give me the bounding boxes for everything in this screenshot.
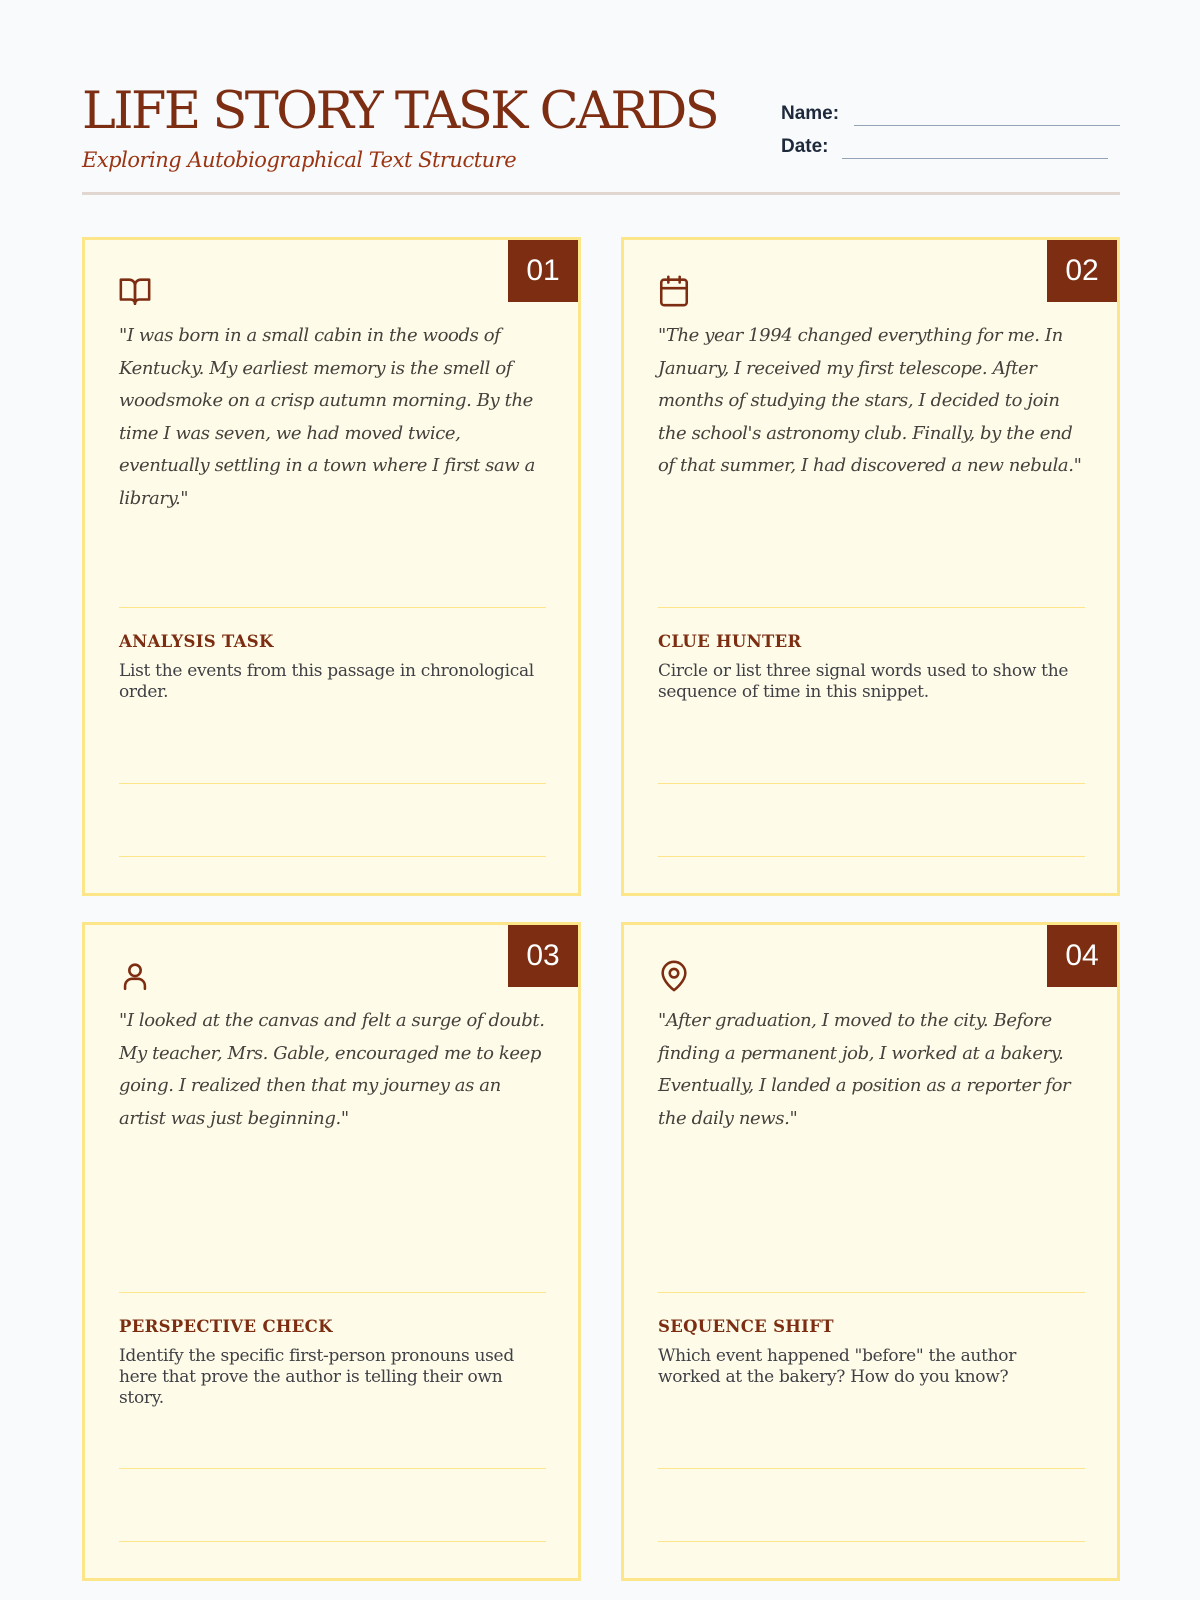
card-quote: "I looked at the canvas and felt a surge of doubt. My teacher, Mrs. Gable, encouraged me to keep going. I realized then that my journey as an artist was just beginning." [119,1010,545,1129]
task-label: CLUE HUNTER [658,632,802,651]
task-label: PERSPECTIVE CHECK [119,1317,333,1336]
page-subtitle: Exploring Autobiographical Text Structure [82,148,517,172]
answer-line[interactable] [119,783,546,784]
answer-line[interactable] [119,1541,546,1542]
answer-line[interactable] [119,1468,546,1469]
card-quote: "After graduation, I moved to the city. Before finding a permanent job, I worked at a bakery. Eventually, I landed a position as a reporter for the daily news." [658,1010,1071,1129]
answer-line[interactable] [658,783,1085,784]
task-card-01 [82,237,581,896]
date-field[interactable] [842,158,1108,159]
calendar-icon [657,274,691,308]
page-title: LIFE STORY TASK CARDS [82,82,718,141]
book-open-icon [118,274,152,308]
card-number-badge: 01 [508,240,578,302]
card-quote: "The year 1994 changed everything for me. In January, I received my first telescope. After months of studying the stars, I decided to join the school's astronomy club. Finally, by the end of that summer, I had discovered a new nebula." [658,325,1082,476]
task-card-02 [621,237,1120,896]
worksheet-header [82,80,1120,196]
card-number-badge: 04 [1047,925,1117,987]
task-card-03 [82,922,581,1581]
name-field[interactable] [854,125,1120,126]
worksheet-page [82,0,1120,1600]
task-card-04 [621,922,1120,1581]
answer-line[interactable] [658,856,1085,857]
user-icon [118,959,152,993]
date-label: Date: [781,136,829,157]
header-divider [82,192,1120,195]
task-instructions: Which event happened "before" the author worked at the bakery? How do you know? [658,1346,1017,1387]
card-quote: "I was born in a small cabin in the woods of Kentucky. My earliest memory is the smell of woodsmoke on a crisp autumn morning. By the time I was seven, we had moved twice, eventually settling in a town where I first saw a library." [119,325,535,509]
card-number-badge: 03 [508,925,578,987]
answer-line[interactable] [119,856,546,857]
answer-line[interactable] [658,1468,1085,1469]
card-number-badge: 02 [1047,240,1117,302]
task-instructions: Identify the specific first-person pronouns used here that prove the author is telling their own story. [119,1346,514,1408]
card-divider [119,607,546,608]
name-label: Name: [781,103,840,124]
task-instructions: Circle or list three signal words used to show the sequence of time in this snippet. [658,661,1069,702]
task-label: SEQUENCE SHIFT [658,1317,834,1336]
card-divider [119,1292,546,1293]
answer-line[interactable] [658,1541,1085,1542]
task-label: ANALYSIS TASK [119,632,274,651]
map-pin-icon [657,959,691,993]
task-instructions: List the events from this passage in chronological order. [119,661,534,702]
card-divider [658,607,1085,608]
card-divider [658,1292,1085,1293]
